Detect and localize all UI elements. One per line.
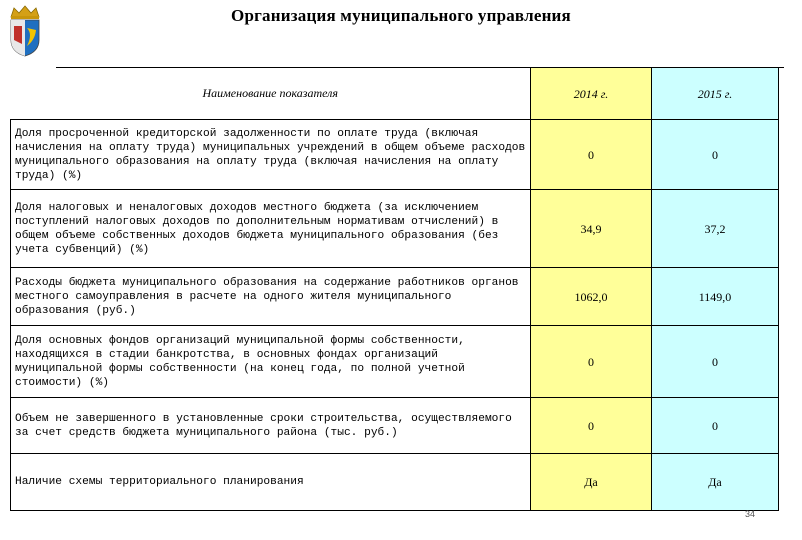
indicators-table [10, 67, 779, 511]
value-2014: 0 [531, 398, 652, 454]
value-2015: 1149,0 [652, 268, 779, 326]
table-row [11, 398, 779, 454]
table-row [11, 120, 779, 190]
indicator-name: Расходы бюджета муниципального образования на содержание работников органов местного самоуправления в расчете на одного жителя муниципального образования (руб.) [11, 268, 531, 326]
header-2014: 2014 г. [531, 68, 652, 120]
table-row [11, 190, 779, 268]
value-2014: 34,9 [531, 190, 652, 268]
indicator-name: Наличие схемы территориального планирования [11, 454, 531, 511]
indicator-name: Доля основных фондов организаций муниципальной формы собственности, находящихся в стадии банкротства, в основных фондах организаций муниципальной формы собственности (на конец года, по полной учетной стоимости) (%) [11, 326, 531, 398]
value-2014: 0 [531, 120, 652, 190]
indicator-name: Доля налоговых и неналоговых доходов местного бюджета (за исключением поступлений налоговых доходов по дополнительным нормативам отчислений) в общем объеме собственных доходов бюджета муниципального образования (без учета субвенций) (%) [11, 190, 531, 268]
value-2015: 37,2 [652, 190, 779, 268]
indicator-name: Доля просроченной кредиторской задолженности по оплате труда (включая начисления на оплату труда) муниципальных учреждений в общем объеме расходов муниципального образования на оплату труда (включая начисления на оплату труда) (%) [11, 120, 531, 190]
value-2014: 1062,0 [531, 268, 652, 326]
indicator-name: Объем не завершенного в установленные сроки строительства, осуществляемого за счет средств бюджета муниципального района (тыс. руб.) [11, 398, 531, 454]
page-number: 34 [744, 509, 755, 519]
header-indicator: Наименование показателя [11, 68, 531, 120]
value-2015: 0 [652, 120, 779, 190]
header-2015: 2015 г. [652, 68, 779, 120]
table-row [11, 326, 779, 398]
table-row [11, 454, 779, 511]
table-row [11, 268, 779, 326]
value-2015: 0 [652, 398, 779, 454]
page-title: Организация муниципального управления [231, 6, 571, 25]
value-2014: Да [531, 454, 652, 511]
value-2015: 0 [652, 326, 779, 398]
table-header-row [11, 68, 779, 120]
value-2015: Да [652, 454, 779, 511]
value-2014: 0 [531, 326, 652, 398]
